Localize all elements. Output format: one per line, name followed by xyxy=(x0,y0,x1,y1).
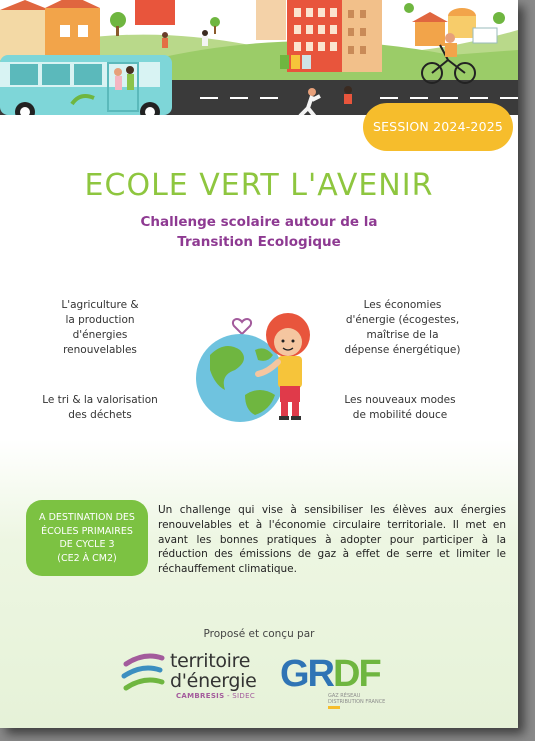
theme-line: Les économies xyxy=(363,299,442,311)
theme-line: L'agriculture & xyxy=(61,299,139,311)
challenge-description: Un challenge qui vise à sensibiliser les élèves aux énergies renouvelables et à l'économie circulaire territoriale. Il met en avant les bonnes pratiques à adopter pour participer à la réduction des émissions de gaz à effet de serre et limiter le réchauffement climatique. xyxy=(158,504,506,576)
audience-line: (CE2 À CM2) xyxy=(57,552,117,564)
territoire-energie-mark xyxy=(120,650,166,694)
page-title: ECOLE VERT L'AVENIR xyxy=(84,168,434,203)
theme-line: Les nouveaux modes xyxy=(344,394,456,406)
theme-waste-sorting xyxy=(30,393,170,423)
logo-sub-2: - SIDEC xyxy=(226,692,256,700)
theme-line: des déchets xyxy=(68,409,132,421)
theme-line: renouvelables xyxy=(63,344,137,356)
logo-word: d'énergie xyxy=(170,670,257,692)
theme-line: la production xyxy=(65,314,135,326)
svg-text:GRDF: GRDF xyxy=(280,653,380,694)
audience-line: DE CYCLE 3 xyxy=(59,539,115,550)
theme-agriculture xyxy=(40,298,160,358)
theme-line: Le tri & la valorisation xyxy=(42,394,158,406)
child-globe-illustration xyxy=(190,300,330,425)
grdf-sub-2: DISTRIBUTION FRANCE xyxy=(328,699,386,705)
grdf-mark xyxy=(280,650,390,694)
grdf-logo xyxy=(280,650,390,712)
territoire-energie-name xyxy=(170,651,257,691)
theme-line: maîtrise de la xyxy=(366,329,439,341)
territoire-energie-subtitle xyxy=(176,692,255,700)
theme-soft-mobility xyxy=(335,393,465,423)
grdf-subtitle xyxy=(328,693,388,705)
territoire-energie-logo xyxy=(120,648,270,708)
subtitle-line-2: Transition Ecologique xyxy=(177,234,341,250)
audience-badge xyxy=(26,500,148,576)
subtitle xyxy=(0,212,518,252)
theme-line: de mobilité douce xyxy=(352,409,448,421)
theme-line: d'énergie (écogestes, xyxy=(345,314,460,326)
subtitle-line-1: Challenge scolaire autour de la xyxy=(140,214,378,230)
session-badge: SESSION 2024-2025 xyxy=(363,103,513,151)
audience-line: ÉCOLES PRIMAIRES xyxy=(41,525,133,537)
credits-label: Proposé et conçu par xyxy=(203,628,315,640)
grdf-accent-bar xyxy=(328,706,340,709)
logo-sub-1: CAMBRESIS xyxy=(176,692,225,700)
audience-line: A DESTINATION DES xyxy=(39,512,135,523)
logo-word: territoire xyxy=(170,650,251,672)
theme-line: dépense énergétique) xyxy=(344,344,461,356)
grdf-sub-1: GAZ RÉSEAU xyxy=(328,693,361,699)
theme-energy-savings xyxy=(340,298,465,358)
theme-line: d'énergies xyxy=(72,329,128,341)
